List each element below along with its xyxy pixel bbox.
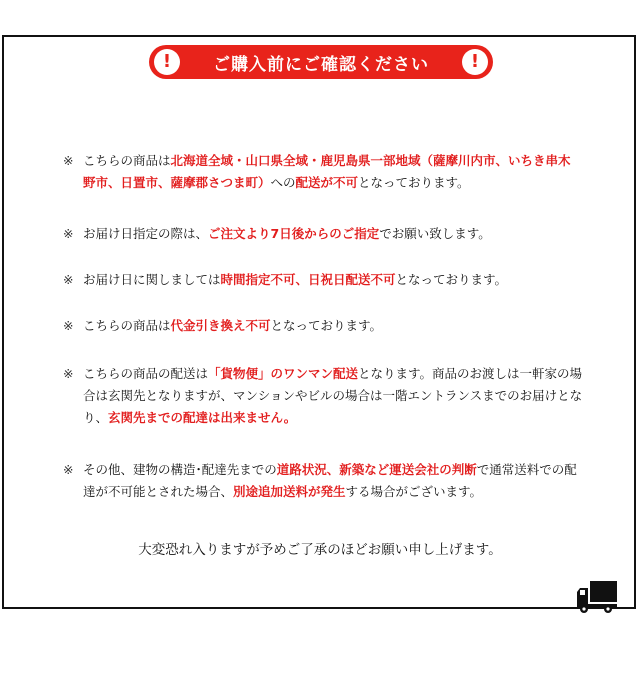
note-part: への (270, 175, 296, 190)
note-emphasis: 「貨物便」のワンマン配送 (208, 366, 359, 381)
banner-title: ご購入前にご確認ください (213, 54, 429, 75)
note-part: となっております。 (270, 318, 383, 333)
note-emphasis: 代金引き換え不可 (170, 318, 271, 333)
exclamation-circle-icon: ! (462, 49, 488, 75)
note-mark: ※ (63, 272, 74, 287)
note-part: その他、建物の構造･配達先までの (83, 462, 277, 477)
note-4 (63, 315, 583, 337)
note-mark: ※ (63, 153, 74, 168)
note-text (83, 363, 583, 429)
note-part: お届け日指定の際は、 (83, 226, 209, 241)
note-part: となっております。 (358, 175, 470, 190)
delivery-truck-icon (576, 580, 618, 614)
note-1 (63, 150, 583, 194)
note-text (83, 315, 583, 337)
note-part: こちらの商品は (83, 318, 171, 333)
notice-banner (149, 45, 493, 79)
note-part: となります。商品のお渡しは一軒家の場合は玄関先となりますが、マンションやビルの場合は一階エントランスまでのお届けとなり、 (83, 366, 583, 425)
note-part: となっております。 (395, 272, 508, 287)
note-text (83, 150, 583, 194)
exclamation-circle-icon: ! (154, 49, 180, 75)
note-text (83, 223, 583, 245)
note-mark: ※ (63, 318, 74, 333)
note-mark: ※ (63, 226, 74, 241)
closing-message: 大変恐れ入りますが予めご了承のほどお願い申し上げます。 (138, 542, 502, 558)
note-mark: ※ (63, 366, 74, 381)
note-text (83, 459, 583, 503)
note-emphasis: 別途追加送料が発生 (233, 484, 346, 499)
note-part: する場合がございます。 (345, 484, 483, 499)
note-emphasis: 時間指定不可、日祝日配送不可 (220, 272, 396, 287)
note-part: で通常送料での配達が不可能とされた場合、 (83, 462, 577, 499)
note-5 (63, 363, 583, 429)
note-emphasis: 玄関先までの配達は出来ません。 (108, 410, 297, 425)
note-emphasis: 道路状況、新築など運送会社の判断 (276, 462, 477, 477)
note-emphasis: ご注文より7日後からのご指定 (208, 226, 380, 241)
note-2 (63, 223, 583, 245)
note-part: こちらの商品は (83, 153, 171, 168)
note-part: こちらの商品の配送は (83, 366, 209, 381)
note-text (83, 269, 583, 291)
note-part: お届け日に関しましては (83, 272, 221, 287)
note-6 (63, 459, 583, 503)
note-emphasis: 配送が不可 (295, 175, 359, 190)
note-emphasis: 北海道全域・山口県全域・鹿児島県一部地域（薩摩川内市、いちき串木野市、日置市、薩摩郡さつま町） (83, 153, 571, 190)
note-mark: ※ (63, 462, 74, 477)
note-3 (63, 269, 583, 291)
note-part: でお願い致します。 (379, 226, 491, 241)
